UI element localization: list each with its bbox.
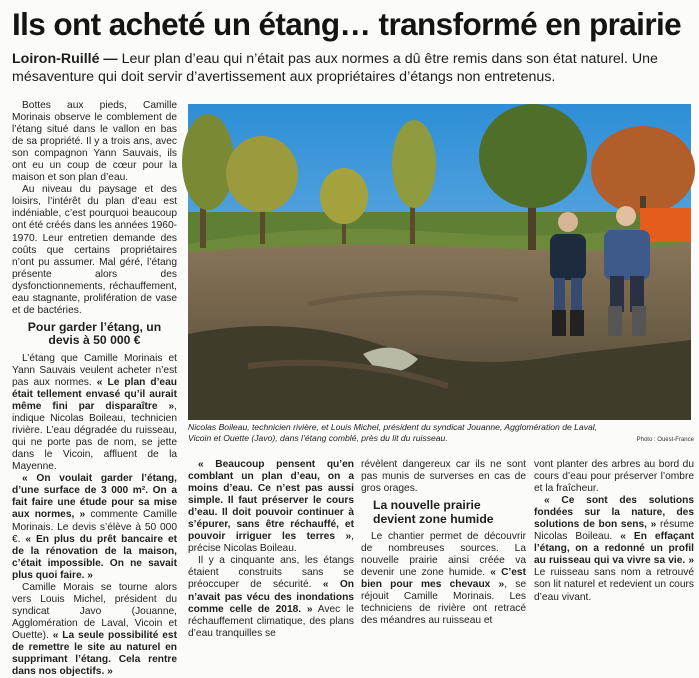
- paragraph: Le chantier permet de découvrir de nombreuses sources. La nouvelle prairie ainsi créée va devenir une zone humide. « C’est bien pour mes chevaux », se réjouit Camille Morinais. Les techniciens de rivière ont retracé des méandres au ruisseau et: [361, 531, 526, 627]
- paragraph: « Ce sont des solutions fondées sur la nature, des solutions de bon sens, » résume Nicolas Boileau. « En effaçant l’étang, on a redonné un profil au ruisseau qui va vivre sa vie. » Le ruisseau sans nom a retrouvé son lit naturel et redevient un cours d’eau vivant.: [534, 495, 694, 603]
- paragraph: Camille Morais se tourne alors vers Louis Michel, président du syndicat Javo (Jouanne, Agglomération de Laval, Vicoin et Ouette). « La seule possibilité est de remettre le site au naturel en supprimant l’étang. Cela rentre dans nos objectifs. »: [12, 581, 177, 678]
- paragraph: Il y a cinquante ans, les étangs étaient construits sans se préoccuper de sécurité. « On n’avait pas vécu des inondations comme celle de 2018. » Avec le réchauffement climatique, des plans d’eau tranquilles se: [188, 555, 355, 639]
- standfirst-text: Leur plan d’eau qui n’était pas aux normes a dû être remis dans son état naturel. Une mésaventure qui doit servir d’avertissement aux propriétaires d’étangs non entretenus.: [12, 51, 658, 85]
- paragraph: Au niveau du paysage et des loisirs, l’intérêt du plan d’eau est indéniable, c’est pourquoi beaucoup ont été créés dans les années 1960-1970. Leur entretien demande des coûts que certains propriétaires n’ont pu assumer. Mal géré, l’étang présente alors des dysfonctionnements, réchauffement, eau stagnante, prolifération de vase et de bactéries.: [12, 184, 177, 316]
- article-column-1: [12, 100, 178, 678]
- paragraph: vont planter des arbres au bord du cours d’eau pour préserver l’ombre et la fraîcheur.: [534, 459, 694, 495]
- pond-field-photo-image: [188, 104, 691, 420]
- article-column-3: [361, 459, 526, 627]
- dateline-location: Loiron-Ruillé —: [12, 51, 118, 67]
- paragraph: L’étang que Camille Morinais et Yann Sauvais veulent acheter n’est pas aux normes. « Le plan d’eau était tellement envasé qu’il aurait même fini par disparaître », indique Nicolas Boileau, technicien rivière. L’eau dégradée du ruisseau, qui ne porte pas de nom, se jette dans le Vicoin, affluent de la Mayenne.: [12, 352, 177, 473]
- subheading: La nouvelle prairie devient zone humide: [373, 498, 494, 526]
- paragraph: révèlent dangereux car ils ne sont pas munis de surverses en cas de gros orages.: [361, 459, 526, 495]
- paragraph: Bottes aux pieds, Camille Morinais observe le comblement de l’étang situé dans le vallon en bas de sa propriété. Il y a trois ans, avec son compagnon Yann Sauvais, ils ont eu un coup de cœur pour la maison et son plan d’eau.: [12, 100, 177, 184]
- paragraph: « Beaucoup pensent qu’en comblant un plan d’eau, on a moins d’eau. Ce n’est pas aussi simple. Il faut préserver le cours d’eau. Il doit pouvoir continuer à s’épurer, sans être réchauffé, et pouvoir irriguer les terres », précise Nicolas Boileau.: [188, 459, 354, 555]
- photo-caption: Nicolas Boileau, technicien rivière, et Louis Michel, président du syndicat Jouanne, Agglomération de Laval, Vicoin et Ouette (Javo), dans l’étang comblé, près du lit du ruisseau.: [188, 422, 598, 443]
- paragraph: « On voulait garder l’étang, d’une surface de 3 000 m². On a fait faire une étude pour sa mise aux normes, » commente Camille Morinais. Le devis s’élève à 50 000 €. « En plus du prêt bancaire et de la rénovation de la maison, c’était impossible. On ne savait plus quoi faire. »: [12, 473, 178, 581]
- standfirst: [12, 50, 694, 86]
- photo-credit: Photo : Ouest-France: [636, 437, 694, 443]
- article-photo: [188, 104, 691, 420]
- subheading: Pour garder l’étang, un devis à 50 000 €: [27, 319, 162, 348]
- article-column-4: [534, 459, 694, 615]
- headline: Ils ont acheté un étang… transformé en prairie: [12, 6, 682, 42]
- article-column-2: [188, 459, 355, 639]
